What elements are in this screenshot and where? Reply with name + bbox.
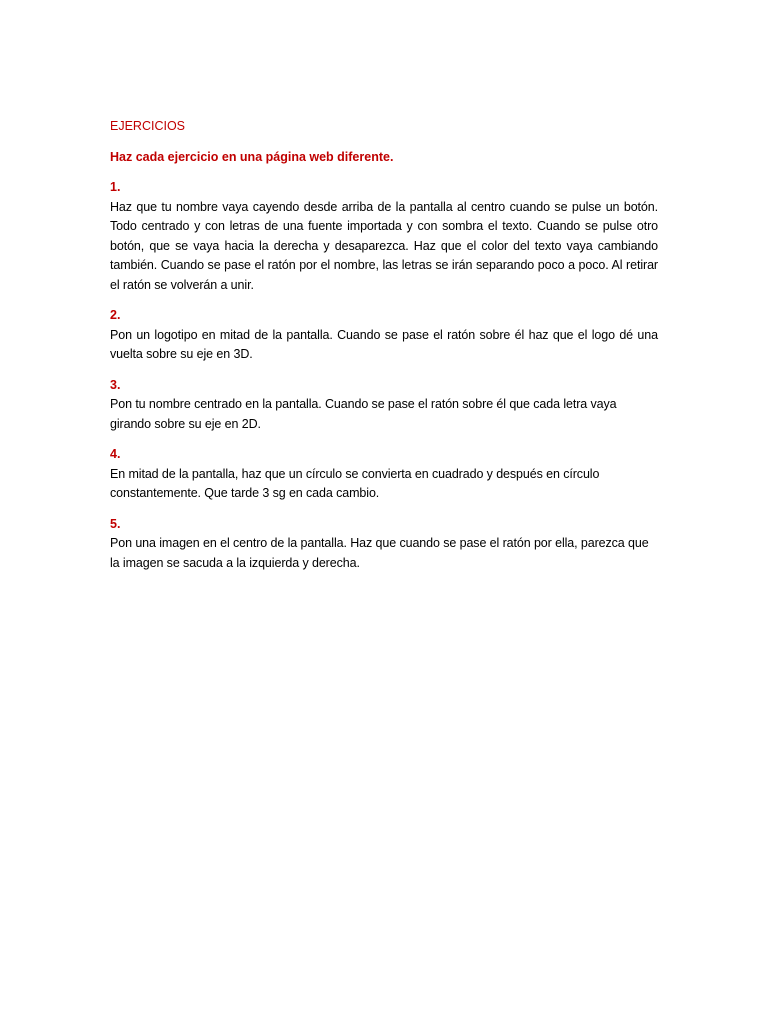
- exercise-1: [110, 178, 658, 295]
- exercise-number: 2.: [110, 308, 121, 322]
- exercise-2: [110, 306, 658, 365]
- exercise-4: [110, 445, 658, 504]
- exercise-3: [110, 376, 658, 435]
- exercise-text: Pon una imagen en el centro de la pantalla. Haz que cuando se pase el ratón por ella, parezca que la imagen se sacuda a la izquierda y derecha.: [110, 536, 649, 570]
- exercise-number: 4.: [110, 447, 121, 461]
- exercise-text: Pon tu nombre centrado en la pantalla. Cuando se pase el ratón sobre él que cada letra vaya girando sobre su eje en 2D.: [110, 397, 617, 431]
- document-instructions: Haz cada ejercicio en una página web diferente.: [110, 149, 394, 164]
- exercise-number: 5.: [110, 516, 121, 531]
- document-body: [110, 117, 658, 584]
- document-title: EJERCICIOS: [110, 119, 186, 133]
- exercise-text: Haz que tu nombre vaya cayendo desde arriba de la pantalla al centro cuando se pulse un botón. Todo centrado y con letras de una fuente importada y con sombra el texto. Cuando se pulse otro botón, que se vaya hacia la derecha y desaparezca. Haz que el color del texto vaya cambiando también. Cuando se pase el ratón por el nombre, las letras se irán separando poco a poco. Al retirar el ratón se volverán a unir.: [110, 199, 658, 292]
- exercise-5: [110, 515, 658, 574]
- exercise-text: En mitad de la pantalla, haz que un círculo se convierta en cuadrado y después en círculo constantemente. Que tarde 3 sg en cada cambio.: [110, 466, 600, 500]
- exercise-number: 3.: [110, 377, 121, 392]
- exercise-number: 1.: [110, 180, 121, 194]
- exercise-text: Pon un logotipo en mitad de la pantalla. Cuando se pase el ratón sobre él haz que el logo dé una vuelta sobre su eje en 3D.: [110, 327, 658, 361]
